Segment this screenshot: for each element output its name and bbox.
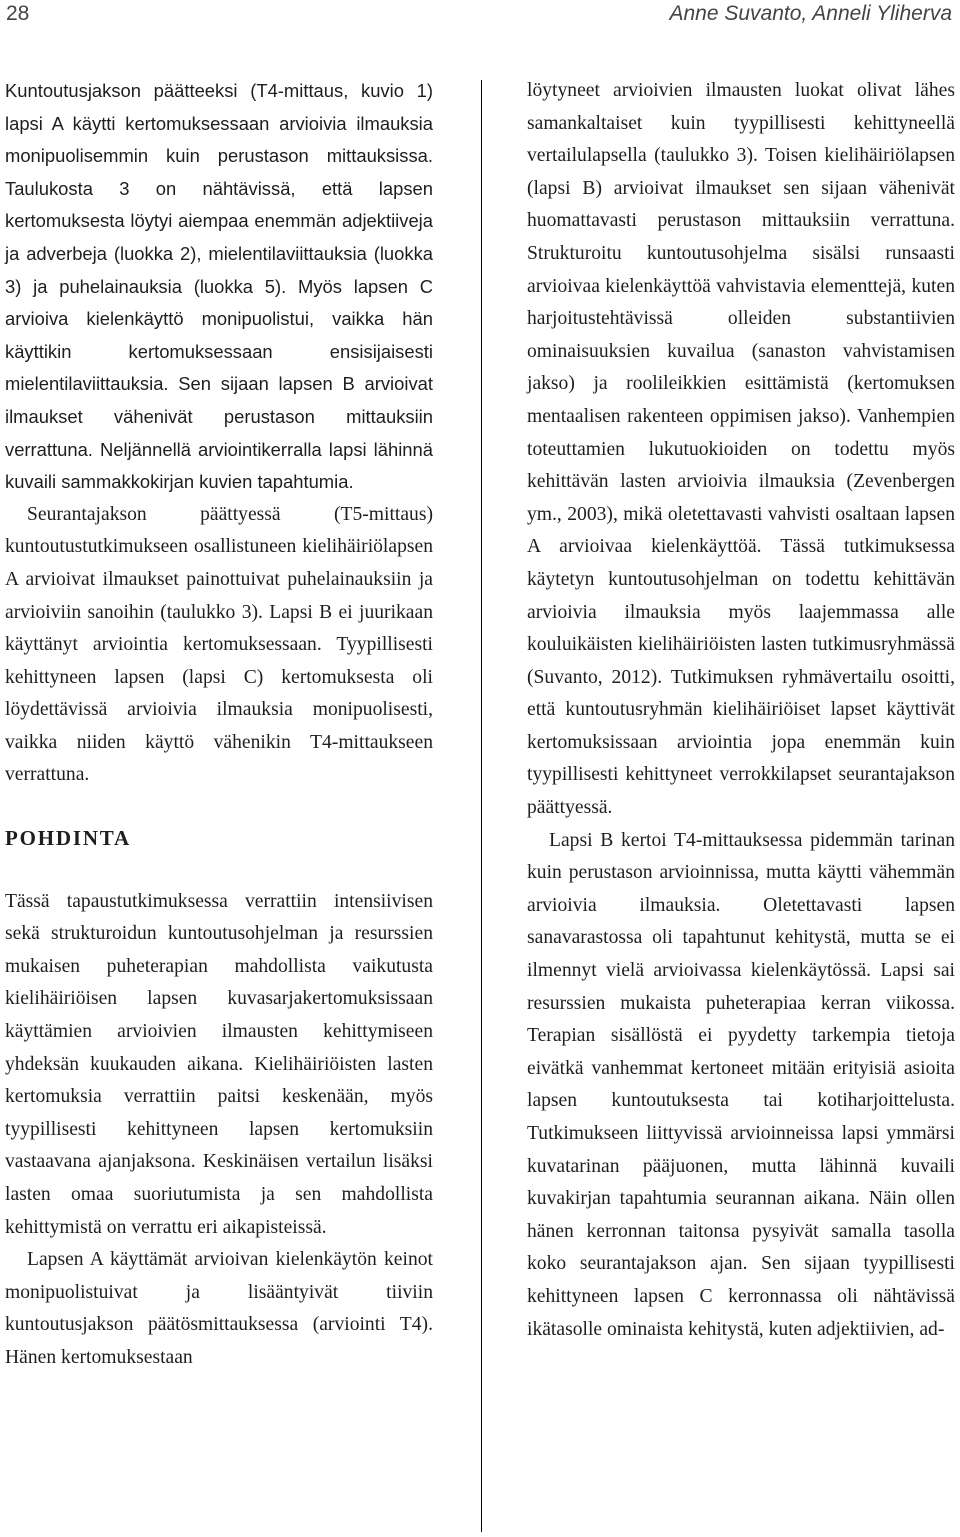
right-column <box>527 75 955 1346</box>
paragraph-child-a: Lapsen A käyttämät arvioivan kielenkäytön keinot monipuolistuivat ja lisääntyivät tiiviin kuntoutusjakson päätösmittauksessa (arviointi T4). Hänen kertomuksestaan <box>5 1249 433 1368</box>
paragraph-continued: löytyneet arvioivien ilmausten luokat olivat lähes samankaltaiset kuin tyypillisesti kehittyneellä vertailulapsella (taulukko 3). Toisen kielihäiriölapsen (lapsi B) arvioivat ilmaukset sen sijaan vähenivät huomattavasti perustason mittauksiin verrattuna. Strukturoitu kuntoutusohjelma sisälsi runsaasti arvioivaa kielenkäyttöä vahvistavia elementtejä, kuten harjoitustehtävissä olleiden substantiivien ominaisuuksien kuvailua (sanaston vahvistamisen jakso) ja roolileikkien esittämistä (kertomuksen mentaalisen rakenteen oppimisen jakso). Vanhempien toteuttamien lukutuokioiden on todettu myös kehittävän lasten arvioivia ilmauksia (Zevenbergen ym., 2003), mikä oletettavasti vahvisti osaltaan lapsen A arvioivaa kielenkäyttöä. Tässä tutkimuksessa käytetyn kuntoutusohjelman on todettu kehittävän arvioivia ilmauksia myös laajemmassa alle kouluikäisten kielihäiriöisten lasten tutkimusryhmässä (Suvanto, 2012). Tutkimuksen ryhmävertailu osoitti, että kuntoutusryhmän kielihäiriöiset lapset käyttivät kertomuksissaan arviointia jopa enemmän kuin tyypillisesti kehittyneet verrokkilapset seurantajakson päättyessä. <box>527 80 955 819</box>
column-divider <box>481 80 482 1532</box>
running-header <box>0 0 960 34</box>
running-head-authors: Anne Suvanto, Anneli Yliherva <box>669 2 952 25</box>
paragraph-child-b: Lapsi B kertoi T4-mittauksessa pidemmän tarinan kuin perustason arvioinnissa, mutta käytti vähemmän arvioivia ilmauksia. Oletettavasti lapsen sanavarastossa oli tapahtunut kehitystä, mutta se ei ilmennyt vielä arvioivassa kielenkäytössä. Lapsi sai resurssien mukaista puheterapiaa kerran viikossa. Terapian sisällöstä ei pyydetty tarkempia tietoja eivätkä vanhemmat kertoneet mitään erityisiä asioita lapsen kuntoutuksesta tai kotiharjoittelusta. Tutkimukseen liittyvissä arvioinneissa lapsi ymmärsi kuvatarinan pääjuonen, mutta lähinnä kuvaili kuvakirjan tapahtumia seurannan aikana. Näin ollen hänen kerronnan taitonsa pysyivät samalla tasolla koko seurantajakson ajan. Sen sijaan tyypillisesti kehittyneen lapsen C kerronnassa oli nähtävissä ikätasolle ominaista kehitystä, kuten adjektiivien, ad- <box>527 829 955 1340</box>
paragraph-t5-results: Seurantajakson päättyessä (T5-mittaus) kuntoutustutkimukseen osallistuneen kielihäiriölapsen A arvioivat ilmaukset painottuivat puhelainauksiin ja arvioiviin sanoihin (taulukko 3). Lapsi B ei juurikaan käyttänyt arviointia kertomuksessaan. Tyypillisesti kehittyneen lapsen (lapsi C) kertomuksesta oli löydettävissä arvioivia ilmauksia monipuolisesti, vaikka niiden käyttö vähenikin T4-mittaukseen verrattuna. <box>5 503 433 786</box>
section-heading: POHDINTA <box>5 826 132 851</box>
left-column <box>5 75 433 1375</box>
paragraph-discussion-intro: Tässä tapaustutkimuksessa verrattiin intensiivisen sekä strukturoidun kuntoutusohjelman ja resurssien mukaisen puheterapian mahdollista vaikutusta kielihäiriöisen lapsen kuvasarjakertomuksissaan käyttämien arvioivien ilmausten kehittymiseen yhdeksän kuukauden aikana. Kielihäiriöisten lasten kertomuksia verrattiin paitsi keskenään, myös tyypillisesti kehittyneen lapsen kertomuksiin vastaavana ajanjaksona. Keskinäisen vertailun lisäksi lasten omaa suoriutumista ja sen mahdollista kehittymistä on verrattu eri aikapisteissä. <box>5 890 433 1238</box>
page-number: 28 <box>6 2 30 25</box>
paragraph-t4-results: Kuntoutusjakson päätteeksi (T4-mittaus, kuvio 1) lapsi A käytti kertomuksessaan arvioivia ilmauksia monipuolisemmin kuin perustason mittauksissa. Taulukosta 3 on nähtävissä, että lapsen kertomuksesta löytyi aiempaa enemmän adjektiiveja ja adverbeja (luokka 2), mielentilaviittauksia (luokka 3) ja puhelainauksia (luokka 5). Myös lapsen C arvioiva kielenkäyttö monipuolistui, vaikka hän käyttikin kertomuksessaan ensisijaisesti mielentilaviittauksia. Sen sijaan lapsen B arvioivat ilmaukset vähenivät perustason mittauksiin verrattuna. Neljännellä arviointikerralla lapsi lähinnä kuvaili sammakkokirjan kuvien tapahtumia. <box>5 80 433 493</box>
